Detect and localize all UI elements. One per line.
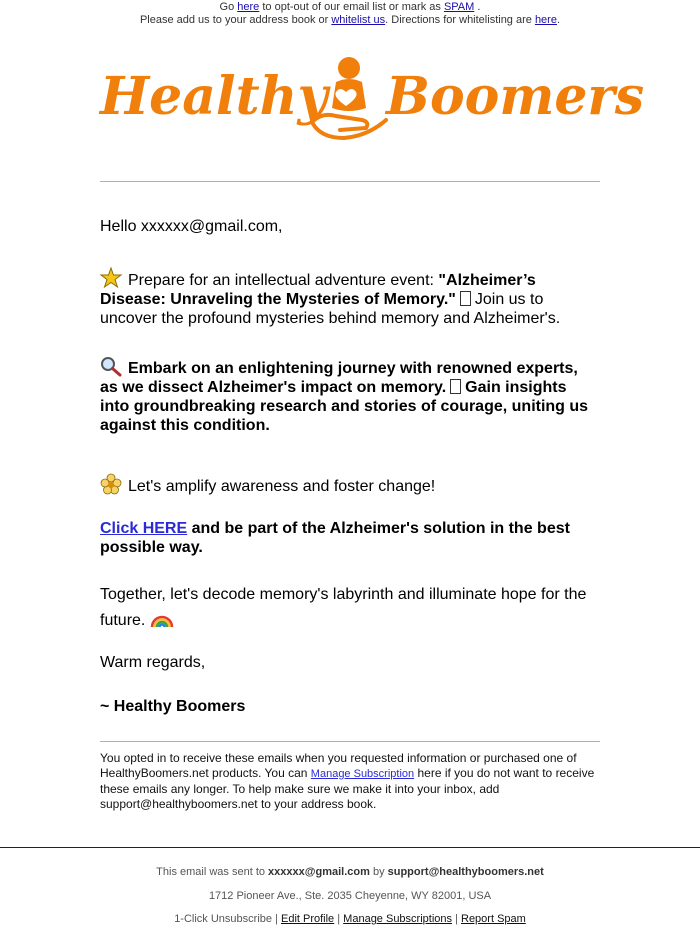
missing-glyph-icon	[460, 291, 471, 306]
intro-paragraph: Prepare for an intellectual adventure event: "Alzheimer’s Disease: Unraveling the Mysteries of Memory." Join us to uncover the profound mysteries behind memory and Alzheimer's.	[100, 268, 600, 328]
manage-subscription-link[interactable]: Manage Subscription	[310, 768, 415, 780]
header-divider	[100, 181, 600, 182]
footer-divider	[0, 847, 700, 848]
signature: ~ Healthy Boomers	[100, 698, 246, 715]
footer-links: 1-Click Unsubscribe | Edit Profile | Manage Subscriptions | Report Spam	[174, 913, 526, 925]
greeting: Hello xxxxxx@gmail.com,	[100, 218, 283, 235]
warm-regards: Warm regards,	[100, 654, 206, 671]
logo-word-boomers: Boomers	[386, 66, 645, 127]
logo-word-healthy: Healthy	[100, 66, 328, 127]
closing-paragraph: Together, let's decode memory's labyrinth and illuminate hope for the future.	[100, 586, 587, 629]
spam-link[interactable]: SPAM	[443, 1, 475, 13]
event-title: "Alzheimer’s Disease: Unraveling the Mysteries of Memory."	[100, 272, 536, 308]
sparkle-star-icon	[100, 268, 122, 288]
healthy-boomers-logo	[100, 50, 645, 150]
whitelist-link[interactable]: whitelist us	[331, 14, 386, 26]
fine-print: You opted in to receive these emails when you requested information or purchased one of HealthyBoomers.net products. You can Manage Subscription here if you do not want to receive these emails any longer. To help make sure we make it into your inbox, add support@healthyboomers.net to your address book.	[100, 751, 595, 811]
blossom-flower-icon	[100, 474, 122, 494]
manage-subscriptions-link[interactable]: Manage Subscriptions	[343, 913, 453, 925]
click-here-link[interactable]: Click HERE	[100, 520, 188, 537]
fine-print-divider	[100, 741, 600, 742]
recipient-email: xxxxxx@gmail.com	[268, 866, 370, 878]
call-to-action: Click HERE and be part of the Alzheimer's solution in the best possible way.	[100, 520, 570, 556]
preheader-line-1: Go here to opt-out of our email list or mark as SPAM .	[219, 1, 481, 13]
whitelist-directions-link[interactable]: here	[534, 14, 557, 26]
experts-paragraph: Embark on an enlightening journey with renowned experts, as we dissect Alzheimer's impact on memory. Gain insights into groundbreaking research and stories of courage, uniting us against this condition.	[100, 356, 600, 435]
magnifying-glass-icon	[100, 356, 122, 376]
preheader	[0, 0, 700, 27]
rainbow-icon	[150, 608, 174, 628]
awareness-paragraph: Let's amplify awareness and foster change!	[100, 474, 600, 496]
report-spam-link[interactable]: Report Spam	[461, 913, 526, 925]
footer-address: 1712 Pioneer Ave., Ste. 2035 Cheyenne, WY 82001, USA	[208, 890, 492, 902]
sender-email: support@healthyboomers.net	[387, 866, 544, 878]
missing-glyph-icon	[450, 379, 461, 394]
unsubscribe-label: 1-Click Unsubscribe	[174, 913, 272, 925]
opt-out-link[interactable]: here	[237, 1, 260, 13]
footer-sent-to: This email was sent to xxxxxx@gmail.com by support@healthyboomers.net	[156, 866, 544, 878]
preheader-line-2: Please add us to your address book or whitelist us. Directions for whitelisting are here.	[139, 14, 561, 26]
edit-profile-link[interactable]: Edit Profile	[280, 913, 335, 925]
